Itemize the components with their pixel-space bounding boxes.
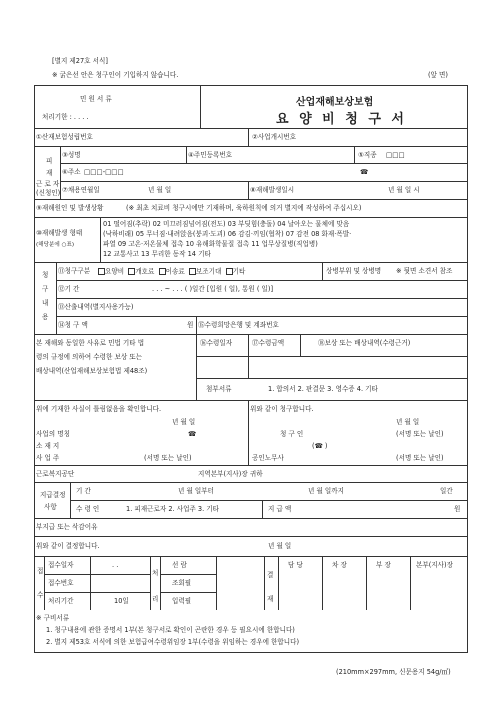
- attach-items: 1. 합의서 2. 판결문 3. 영수증 4. 기타: [268, 385, 378, 393]
- type-line-1: 01 떨어짐(추락) 02 미끄러짐넘어짐(전도) 03 부딪힘(충돌) 04 날아오는 물체에 맞음: [103, 220, 350, 228]
- proc-side-d: 리: [152, 595, 159, 603]
- deadline-label: 처리기한 : . . . .: [42, 113, 89, 121]
- received-amount-col: ⑰수령금액: [252, 339, 285, 347]
- entered-label: 입력필: [172, 597, 192, 605]
- owner-label: 사 업 주: [36, 454, 60, 462]
- job-boxes: □□□: [386, 151, 405, 159]
- claim-side-b: 구: [42, 285, 49, 293]
- paper-spec: (210mm×297mm, 신문용지 54g/㎡): [336, 668, 451, 676]
- worker-side-b: 재: [46, 169, 53, 177]
- recv-no-label: 접수번호: [48, 579, 74, 587]
- address-label: ⑥주소: [62, 168, 81, 176]
- labor-attorney-label: 공인노무사: [252, 454, 284, 462]
- period-value: . . . ~ . . . ( )일간 [입원 ( 일), 통원 ( 일)]: [152, 285, 274, 293]
- receipt-label: 민 원 서 류: [80, 95, 112, 103]
- type-line-2: (낙하비래) 05 무너짐·내려앉음(붕괴·도괴) 06 감김·끼임(협착) 07 감전 08 화재·폭발·: [103, 230, 352, 238]
- checked-label: 조회필: [172, 579, 192, 587]
- claim-intro: 위와 같이 청구합니다.: [250, 405, 314, 413]
- hire-date-units: 년 월 일: [148, 186, 172, 194]
- type-label-b: (해당분에 ○표): [36, 242, 75, 248]
- amount-label: ⑭청 구 액: [58, 321, 88, 329]
- reject-reason-label: 부지급 또는 삭감이유: [36, 523, 98, 531]
- type-label-a: ⑩재해발생 형태: [36, 229, 83, 237]
- claim-side-c: 내: [42, 299, 49, 307]
- decided-date: 년 월 일: [268, 542, 292, 550]
- form-number: [별지 제27호 서식]: [52, 57, 108, 65]
- form-title-line1: 산업재해보상보험: [296, 97, 374, 108]
- doc-item-2: 2. 별지 제53호 서식에 의한 보험급여수령위임장 1부(수령을 위임하는 경우에 한합니다): [46, 638, 300, 646]
- claimant-phone: (☎ ): [312, 442, 328, 450]
- type-line-4: 12 교통사고 13 무리한 동작 14 기타: [103, 250, 211, 258]
- period-days: 일간: [440, 487, 453, 495]
- option-5: 기타: [232, 267, 246, 276]
- recv-date-dots: . .: [112, 561, 119, 569]
- received-date-col: ⑯수령일자: [200, 339, 233, 347]
- worker-side-c: 근 로 자: [36, 180, 60, 188]
- approve-col-4: 본부(지사)장: [416, 561, 453, 569]
- pay-amount-won: 원: [454, 505, 461, 513]
- business-no-label: ②사업개시번호: [252, 133, 297, 141]
- approve-col-2: 차 장: [332, 561, 347, 569]
- checkbox-icon[interactable]: [226, 268, 233, 275]
- claim-side-a: 청: [42, 271, 49, 279]
- officer-label: 선 람: [172, 561, 187, 569]
- claim-options: [98, 268, 245, 275]
- confirm-intro: 위에 기재한 사실이 틀림없음을 확인합니다.: [36, 405, 162, 413]
- deadline-value: 10일: [114, 597, 129, 605]
- cause-note: (※ 최초 치료비 청구시에만 기재하며, 육하원칙에 의거 별지에 작성하여 주십시오): [126, 204, 362, 212]
- proc-side-b: 수: [37, 591, 44, 599]
- checkbox-icon[interactable]: [159, 268, 166, 275]
- liability-text-1: 본 재해와 동일한 사유로 민법 기타 법: [36, 339, 145, 347]
- claim-type-label: ⑪청구구분: [58, 267, 91, 275]
- accident-date-units: 년 월 일 시: [388, 186, 420, 194]
- option-4: 보조기대: [195, 267, 222, 276]
- proc-side-f: 재: [267, 595, 274, 603]
- claim-date: 년 월 일: [396, 418, 420, 426]
- pay-amount-label: 지 급 액: [268, 505, 292, 513]
- postal-boxes: □□□-□□□: [84, 168, 124, 176]
- fill-notice: ※ 굵은선 안은 청구인이 기입하지 않습니다.: [52, 71, 179, 79]
- option-3: 이송료: [165, 267, 185, 276]
- job-label: ⑤직종: [358, 151, 377, 159]
- approve-col-3: 부 장: [376, 561, 391, 569]
- account-label: ⑮수령희망은행 및 계좌번호: [198, 321, 279, 329]
- decided-text: 위와 같이 결정합니다.: [36, 542, 100, 550]
- page-side: (앞 면): [428, 71, 448, 79]
- owner-sign: (서명 또는 날인): [144, 454, 192, 462]
- biz-name-label: 사업의 명칭: [36, 430, 70, 438]
- name-label: ③성명: [62, 151, 81, 159]
- claimant-label: 청 구 인: [280, 430, 304, 438]
- decision-side-a: 지급결정: [40, 491, 66, 499]
- phone-icon: ☎: [188, 430, 197, 438]
- period-from: 년 월 일부터: [178, 487, 215, 495]
- proc-side-c: 처: [152, 569, 159, 577]
- attorney-sign: (서명 또는 날인): [396, 454, 444, 462]
- proc-side-e: 결: [267, 571, 274, 579]
- type-line-3: 파열 09 고온·저온물체 접촉 10 유해화학물질 접촉 11 업무상질병(직업병): [103, 240, 318, 248]
- worker-side-d: (신청인): [36, 189, 61, 197]
- accident-date-label: ⑧재해발생일시: [250, 186, 295, 194]
- worker-side-a: 피: [46, 157, 53, 165]
- docs-title: ※ 구비서류: [36, 614, 70, 622]
- decision-side-b: 사항: [44, 503, 57, 511]
- branch-label: 지역본부(지사)장 귀하: [198, 470, 263, 478]
- office-label: 근로복지공단: [36, 470, 75, 478]
- period-label: ⑫기 간: [58, 285, 80, 293]
- checkbox-icon[interactable]: [189, 268, 196, 275]
- approve-col-1: 담 당: [288, 561, 303, 569]
- biz-addr-label: 소 재 지: [36, 442, 60, 450]
- rrn-label: ④주민등록번호: [188, 151, 233, 159]
- decision-period-label: 기 간: [76, 487, 91, 495]
- hire-date-label: ⑦채용연월일: [62, 186, 100, 194]
- recipient-label: 수 령 인: [76, 505, 100, 513]
- phone-icon: ☎: [360, 168, 369, 176]
- back-note: ※ 뒷면 소견서 참조: [396, 267, 453, 275]
- doc-item-1: 1. 청구내용에 관한 증명서 1부(본 청구서로 확인이 곤란한 경우 등 필요시에 한합니다): [46, 626, 295, 634]
- claim-side-d: 용: [42, 313, 49, 321]
- liability-text-2: 령의 규정에 의하여 수령한 보상 또는: [36, 353, 143, 361]
- accident-no-label: ①산재보험성립번호: [36, 133, 93, 141]
- cause-label: ⑨재해원인 및 발생상황: [36, 204, 104, 212]
- deadline-label-2: 처리기간: [48, 597, 74, 605]
- claimant-sign: (서명 또는 날인): [396, 430, 444, 438]
- detail-label: ⑬산출내역(별지사용가능): [58, 303, 134, 311]
- recipient-options: 1. 피재근로자 2. 사업주 3. 기타: [126, 505, 220, 513]
- attach-label: 첨부서류: [206, 385, 232, 393]
- compensation-col: ⑱보상 또는 배상내역(수령근거): [318, 339, 411, 347]
- confirm-date: 년 월 일: [172, 418, 196, 426]
- liability-text-3: 배상내역(산업재해보상보험법 제48조): [36, 367, 148, 375]
- recv-date-label: 접수일자: [48, 561, 74, 569]
- form-title: 요 양 비 청 구 서: [276, 112, 407, 127]
- period-to: 년 월 일까지: [308, 487, 345, 495]
- option-2: 개호료: [135, 267, 155, 276]
- option-1: 요양비: [105, 267, 125, 276]
- checkbox-icon[interactable]: [98, 268, 105, 275]
- disease-label: 상병부위 및 상병명: [326, 267, 382, 275]
- proc-side-a: 접: [37, 567, 44, 575]
- amount-won: 원: [187, 321, 194, 329]
